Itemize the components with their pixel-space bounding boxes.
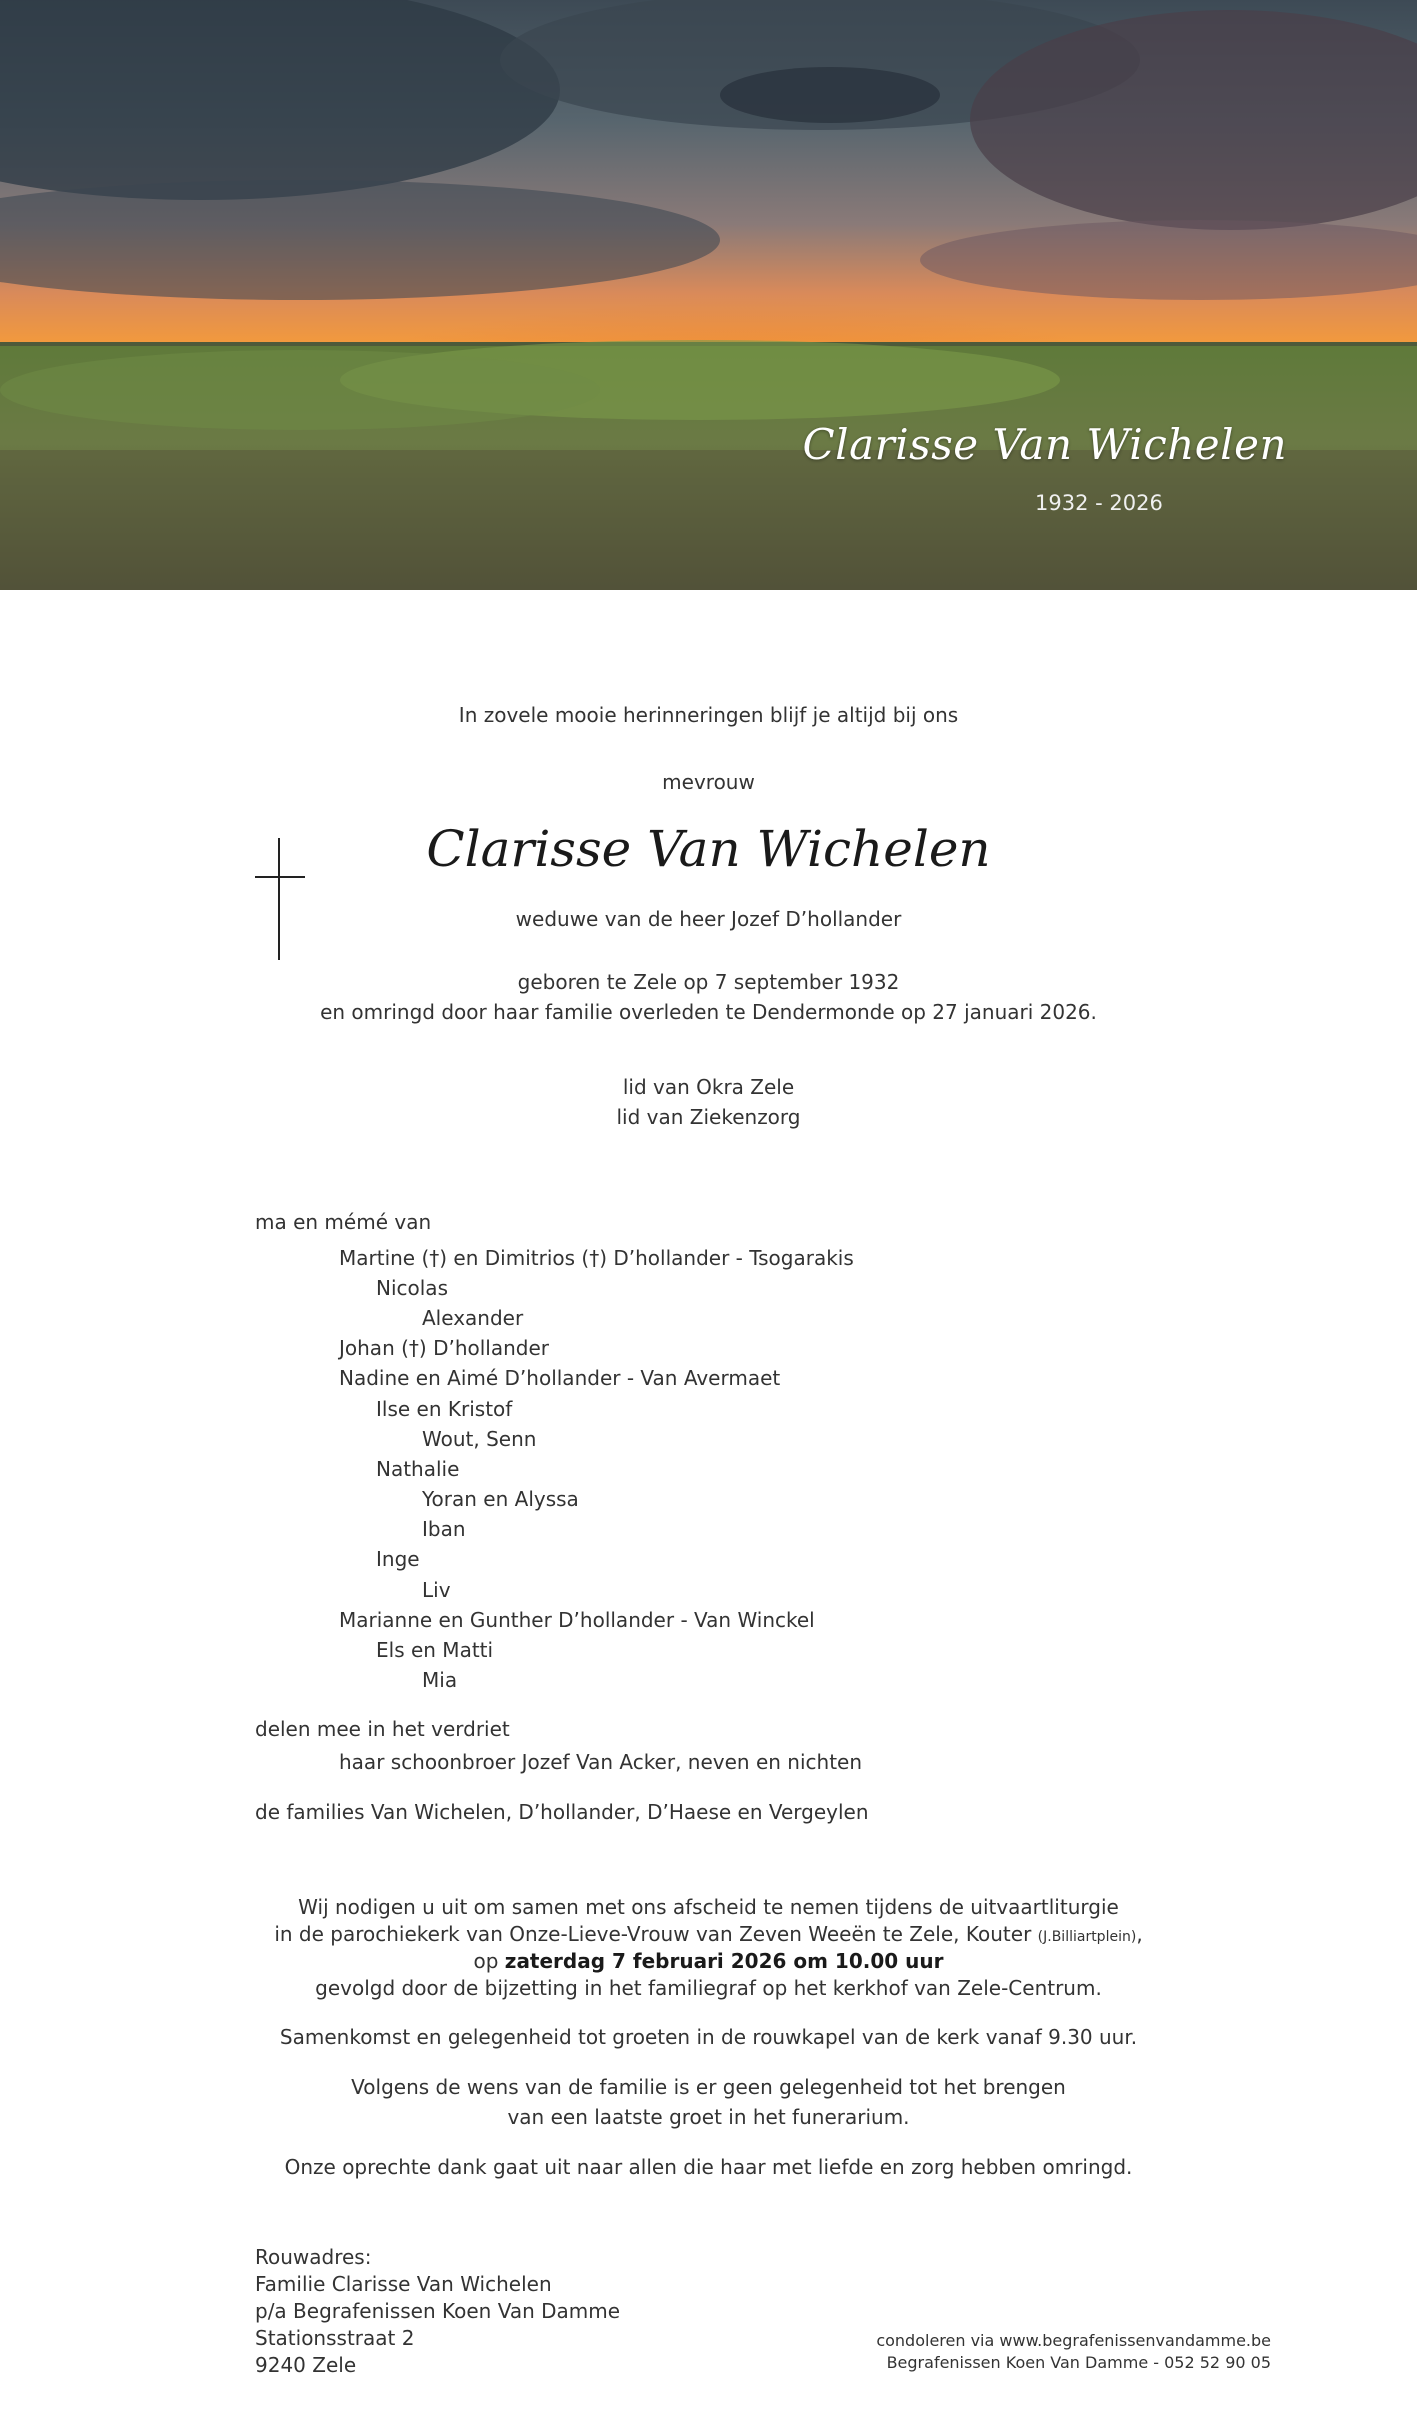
family-entry: Martine (†) en Dimitrios (†) D’hollander - Tsogarakis [339, 1246, 854, 1270]
service-date-prefix: op [473, 1949, 505, 1973]
deceased-name: Clarisse Van Wichelen [426, 820, 991, 878]
membership-line: lid van Ziekenzorg [616, 1105, 801, 1129]
thanks-line: Onze oprechte dank gaat uit naar allen die haar met liefde en zorg hebben omringd. [284, 2155, 1133, 2179]
condolence-link[interactable]: condoleren via www.begrafenissenvandamme.be [876, 2331, 1271, 2350]
sunset-landscape-image [0, 0, 1417, 590]
spouse-line: weduwe van de heer Jozef D’hollander [515, 907, 902, 931]
family-entry: Alexander [422, 1306, 524, 1330]
wish-line: van een laatste groet in het funerarium. [507, 2105, 910, 2129]
address-line: p/a Begrafenissen Koen Van Damme [255, 2299, 621, 2323]
died-line: en omringd door haar familie overleden te Dendermonde op 27 januari 2026. [320, 1000, 1097, 1024]
family-entry: Els en Matti [376, 1638, 494, 1662]
family-entry: Liv [422, 1578, 451, 1602]
family-heading: ma en mémé van [255, 1210, 432, 1234]
born-line: geboren te Zele op 7 september 1932 [517, 970, 900, 994]
address-line: Familie Clarisse Van Wichelen [255, 2272, 552, 2296]
title-mevrouw: mevrouw [662, 770, 755, 794]
memorial-quote: In zovele mooie herinneringen blijf je altijd bij ons [458, 703, 959, 727]
family-entry: Nadine en Aimé D’hollander - Van Avermaet [339, 1366, 781, 1390]
grief-line: haar schoonbroer Jozef Van Acker, neven en nichten [339, 1750, 863, 1774]
hero-name: Clarisse Van Wichelen [802, 420, 1287, 469]
wish-line: Volgens de wens van de familie is er geen gelegenheid tot het brengen [351, 2075, 1066, 2099]
church-comma: , [1136, 1922, 1143, 1946]
funeral-company: Begrafenissen Koen Van Damme - 052 52 90 05 [886, 2353, 1271, 2372]
address-line: Stationsstraat 2 [255, 2326, 415, 2350]
family-entry: Ilse en Kristof [376, 1397, 513, 1421]
family-entry: Yoran en Alyssa [422, 1487, 579, 1511]
service-date-line [0, 1949, 1417, 1973]
family-entry: Iban [422, 1517, 466, 1541]
service-date: zaterdag 7 februari 2026 om 10.00 uur [504, 1949, 944, 1973]
gathering-line: Samenkomst en gelegenheid tot groeten in de rouwkapel van de kerk vanaf 9.30 uur. [279, 2025, 1138, 2049]
membership-line: lid van Okra Zele [622, 1075, 795, 1099]
family-entry: Inge [376, 1547, 420, 1571]
service-line: Wij nodigen u uit om samen met ons afscheid te nemen tijdens de uitvaartliturgie [298, 1895, 1119, 1919]
family-entry: Wout, Senn [422, 1427, 537, 1451]
family-entry: Johan (†) D’hollander [339, 1336, 549, 1360]
family-entry: Mia [422, 1668, 458, 1692]
service-line [0, 1922, 1417, 1946]
address-heading: Rouwadres: [255, 2245, 372, 2269]
service-line: gevolgd door de bijzetting in het familiegraf op het kerkhof van Zele-Centrum. [315, 1976, 1102, 2000]
family-entry: Nathalie [376, 1457, 460, 1481]
family-entry: Marianne en Gunther D’hollander - Van Winckel [339, 1608, 815, 1632]
address-line: 9240 Zele [255, 2353, 357, 2377]
church-text: in de parochiekerk van Onze-Lieve-Vrouw van Zeven Weeën te Zele, Kouter [274, 1922, 1038, 1946]
hero-years: 1932 - 2026 [1035, 491, 1163, 515]
hero-photo [0, 0, 1417, 590]
families-line: de families Van Wichelen, D’hollander, D’Haese en Vergeylen [255, 1800, 869, 1824]
grief-heading: delen mee in het verdriet [255, 1717, 510, 1741]
family-entry: Nicolas [376, 1276, 448, 1300]
church-location-note: (J.Billiartplein) [1037, 1929, 1137, 1945]
